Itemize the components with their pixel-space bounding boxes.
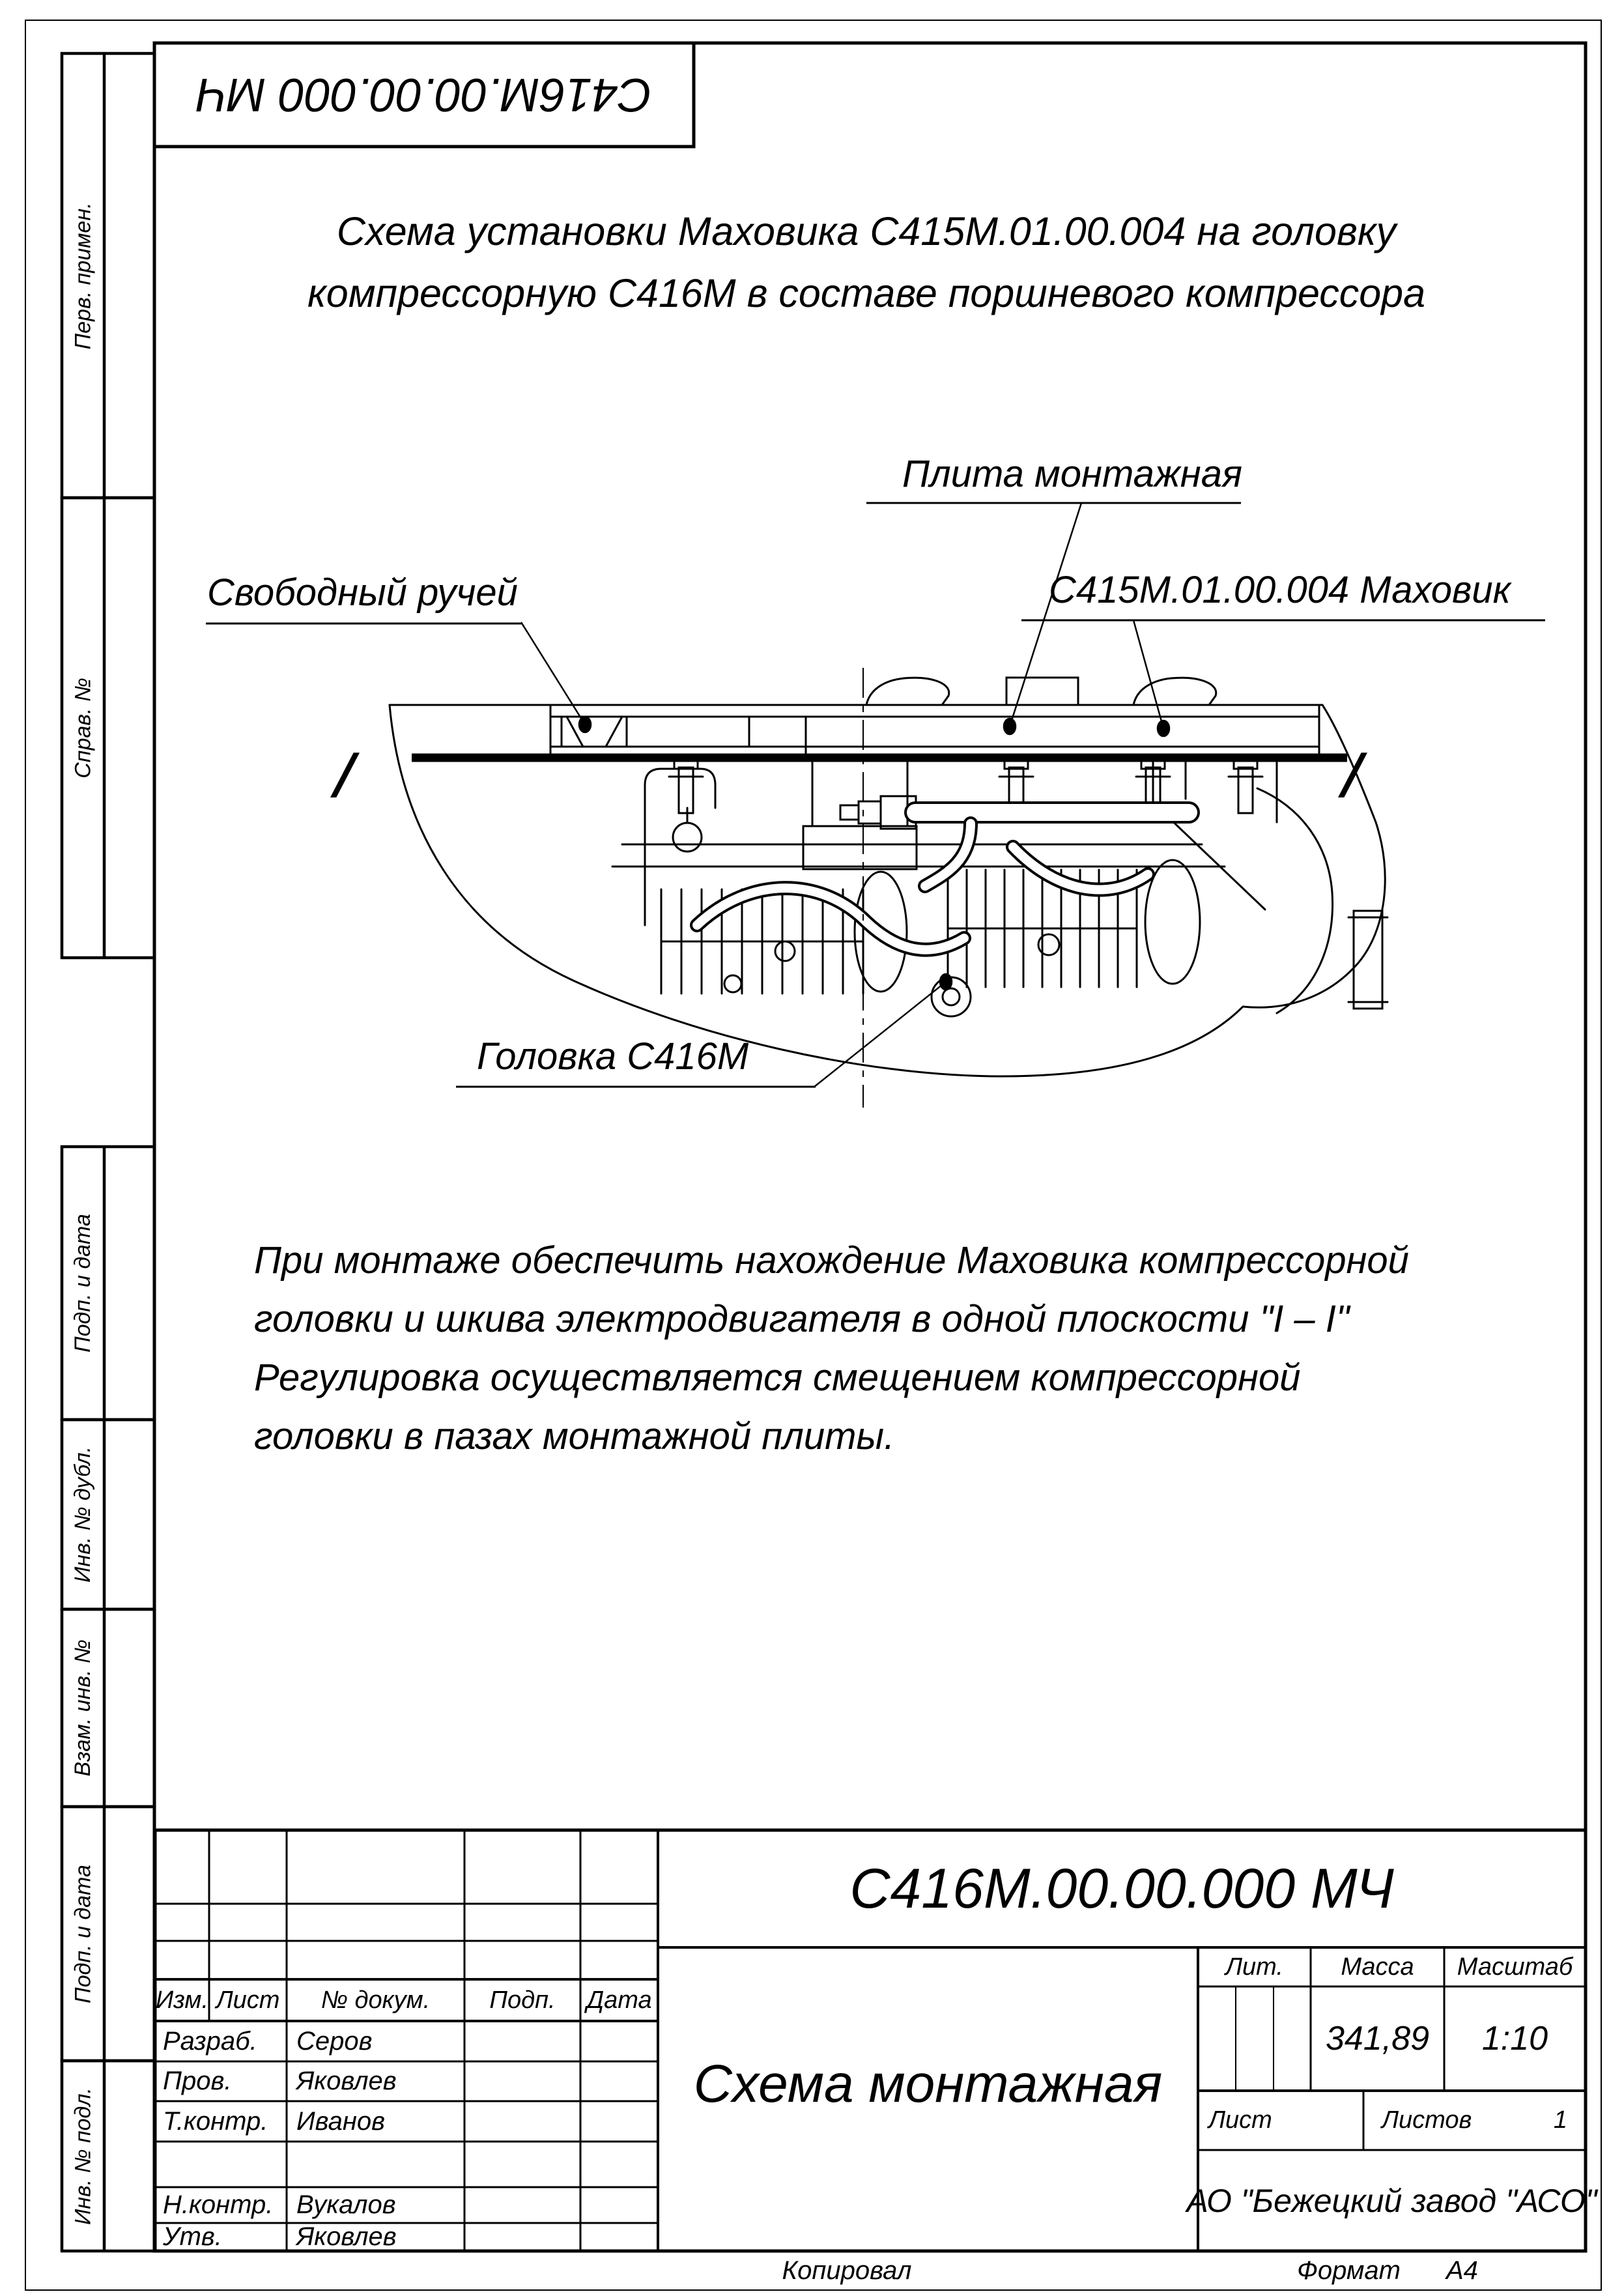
section-mark-right: I <box>1331 738 1373 812</box>
row-name-prov: Яковлев <box>296 2067 397 2095</box>
row-name-razrab: Серов <box>296 2026 373 2056</box>
mounting-note <box>254 1231 1550 1466</box>
footer-copied: Копировал <box>782 2256 912 2285</box>
sidebar-label-podp-data-2: Подп. и дата <box>70 1865 96 2003</box>
doc-title: Схема монтажная <box>693 2054 1163 2114</box>
row-role-tkontr: Т.контр. <box>163 2106 268 2136</box>
label-mounting-plate: Плита монтажная <box>902 453 1242 495</box>
note-line4: головки в пазах монтажной плиты. <box>254 1415 895 1457</box>
footer-format <box>1238 2253 1537 2288</box>
sidebar-label-podp-data-1: Подп. и дата <box>70 1214 95 1353</box>
top-stamp-doc-number: С416М.00.00.000 МЧ <box>196 68 652 121</box>
sidebar-label-perv-primen: Перв. примен. <box>70 202 96 350</box>
company-name: АО "Бежецкий завод "АСО" <box>1186 2182 1597 2219</box>
col-header-izm: Изм. <box>155 1986 209 2014</box>
sheet-label: Лист <box>1208 2106 1272 2134</box>
scale-value: 1:10 <box>1481 2020 1548 2057</box>
label-head: Головка С416М <box>477 1035 749 1078</box>
sidebar-label-inv-podl: Инв. № подл. <box>70 2087 96 2225</box>
col-header-dokum: № докум. <box>321 1986 431 2014</box>
col-header-list: Лист <box>216 1986 280 2014</box>
sidebar-label-inv-dubl: Инв. № дубл. <box>70 1446 95 1583</box>
col-header-data: Дата <box>586 1986 652 2014</box>
row-role-utv: Утв. <box>163 2222 222 2251</box>
sheets-cell <box>1363 2091 1586 2150</box>
page-title-line2: компрессорную С416М в составе поршневого компрессора <box>307 270 1426 315</box>
label-free-groove: Свободный ручей <box>207 571 518 614</box>
lit-label: Лит. <box>1225 1953 1283 1981</box>
sidebar-label-sprav-no: Справ. № <box>70 678 96 779</box>
mass-label: Масса <box>1341 1953 1414 1981</box>
note-line3: Регулировка осуществляется смещением компрессорной <box>254 1356 1301 1399</box>
row-name-utv: Яковлев <box>296 2222 397 2251</box>
row-role-nkontr: Н.контр. <box>163 2190 274 2219</box>
sidebar-label-vzam-inv: Взам. инв. № <box>70 1639 95 1777</box>
mass-value: 341,89 <box>1325 2020 1430 2057</box>
scale-label: Масштаб <box>1457 1953 1573 1981</box>
row-name-nkontr: Вукалов <box>296 2190 396 2219</box>
label-flywheel: С415М.01.00.004 Маховик <box>1049 569 1511 611</box>
format-label: Формат <box>1297 2256 1401 2285</box>
sheets-value: 1 <box>1553 2106 1567 2134</box>
note-line2: головки и шкива электродвигателя в одной плоскости "I – I" <box>254 1298 1350 1340</box>
note-line1: При монтаже обеспечить нахождение Маховика компрессорной <box>254 1239 1409 1282</box>
row-name-tkontr: Иванов <box>296 2106 385 2136</box>
format-value: А4 <box>1446 2256 1478 2285</box>
compressor-view <box>390 678 1388 1076</box>
row-role-razrab: Разраб. <box>163 2026 257 2056</box>
page-title <box>274 201 1459 324</box>
section-mark-left: I <box>323 738 365 812</box>
page-title-line1: Схема установки Маховика С415М.01.00.004 на головку <box>336 209 1397 253</box>
doc-number: С416М.00.00.000 МЧ <box>849 1857 1394 1920</box>
col-header-podp: Подп. <box>489 1986 556 2014</box>
row-role-prov: Пров. <box>163 2067 232 2095</box>
sheets-label: Листов <box>1382 2106 1472 2134</box>
